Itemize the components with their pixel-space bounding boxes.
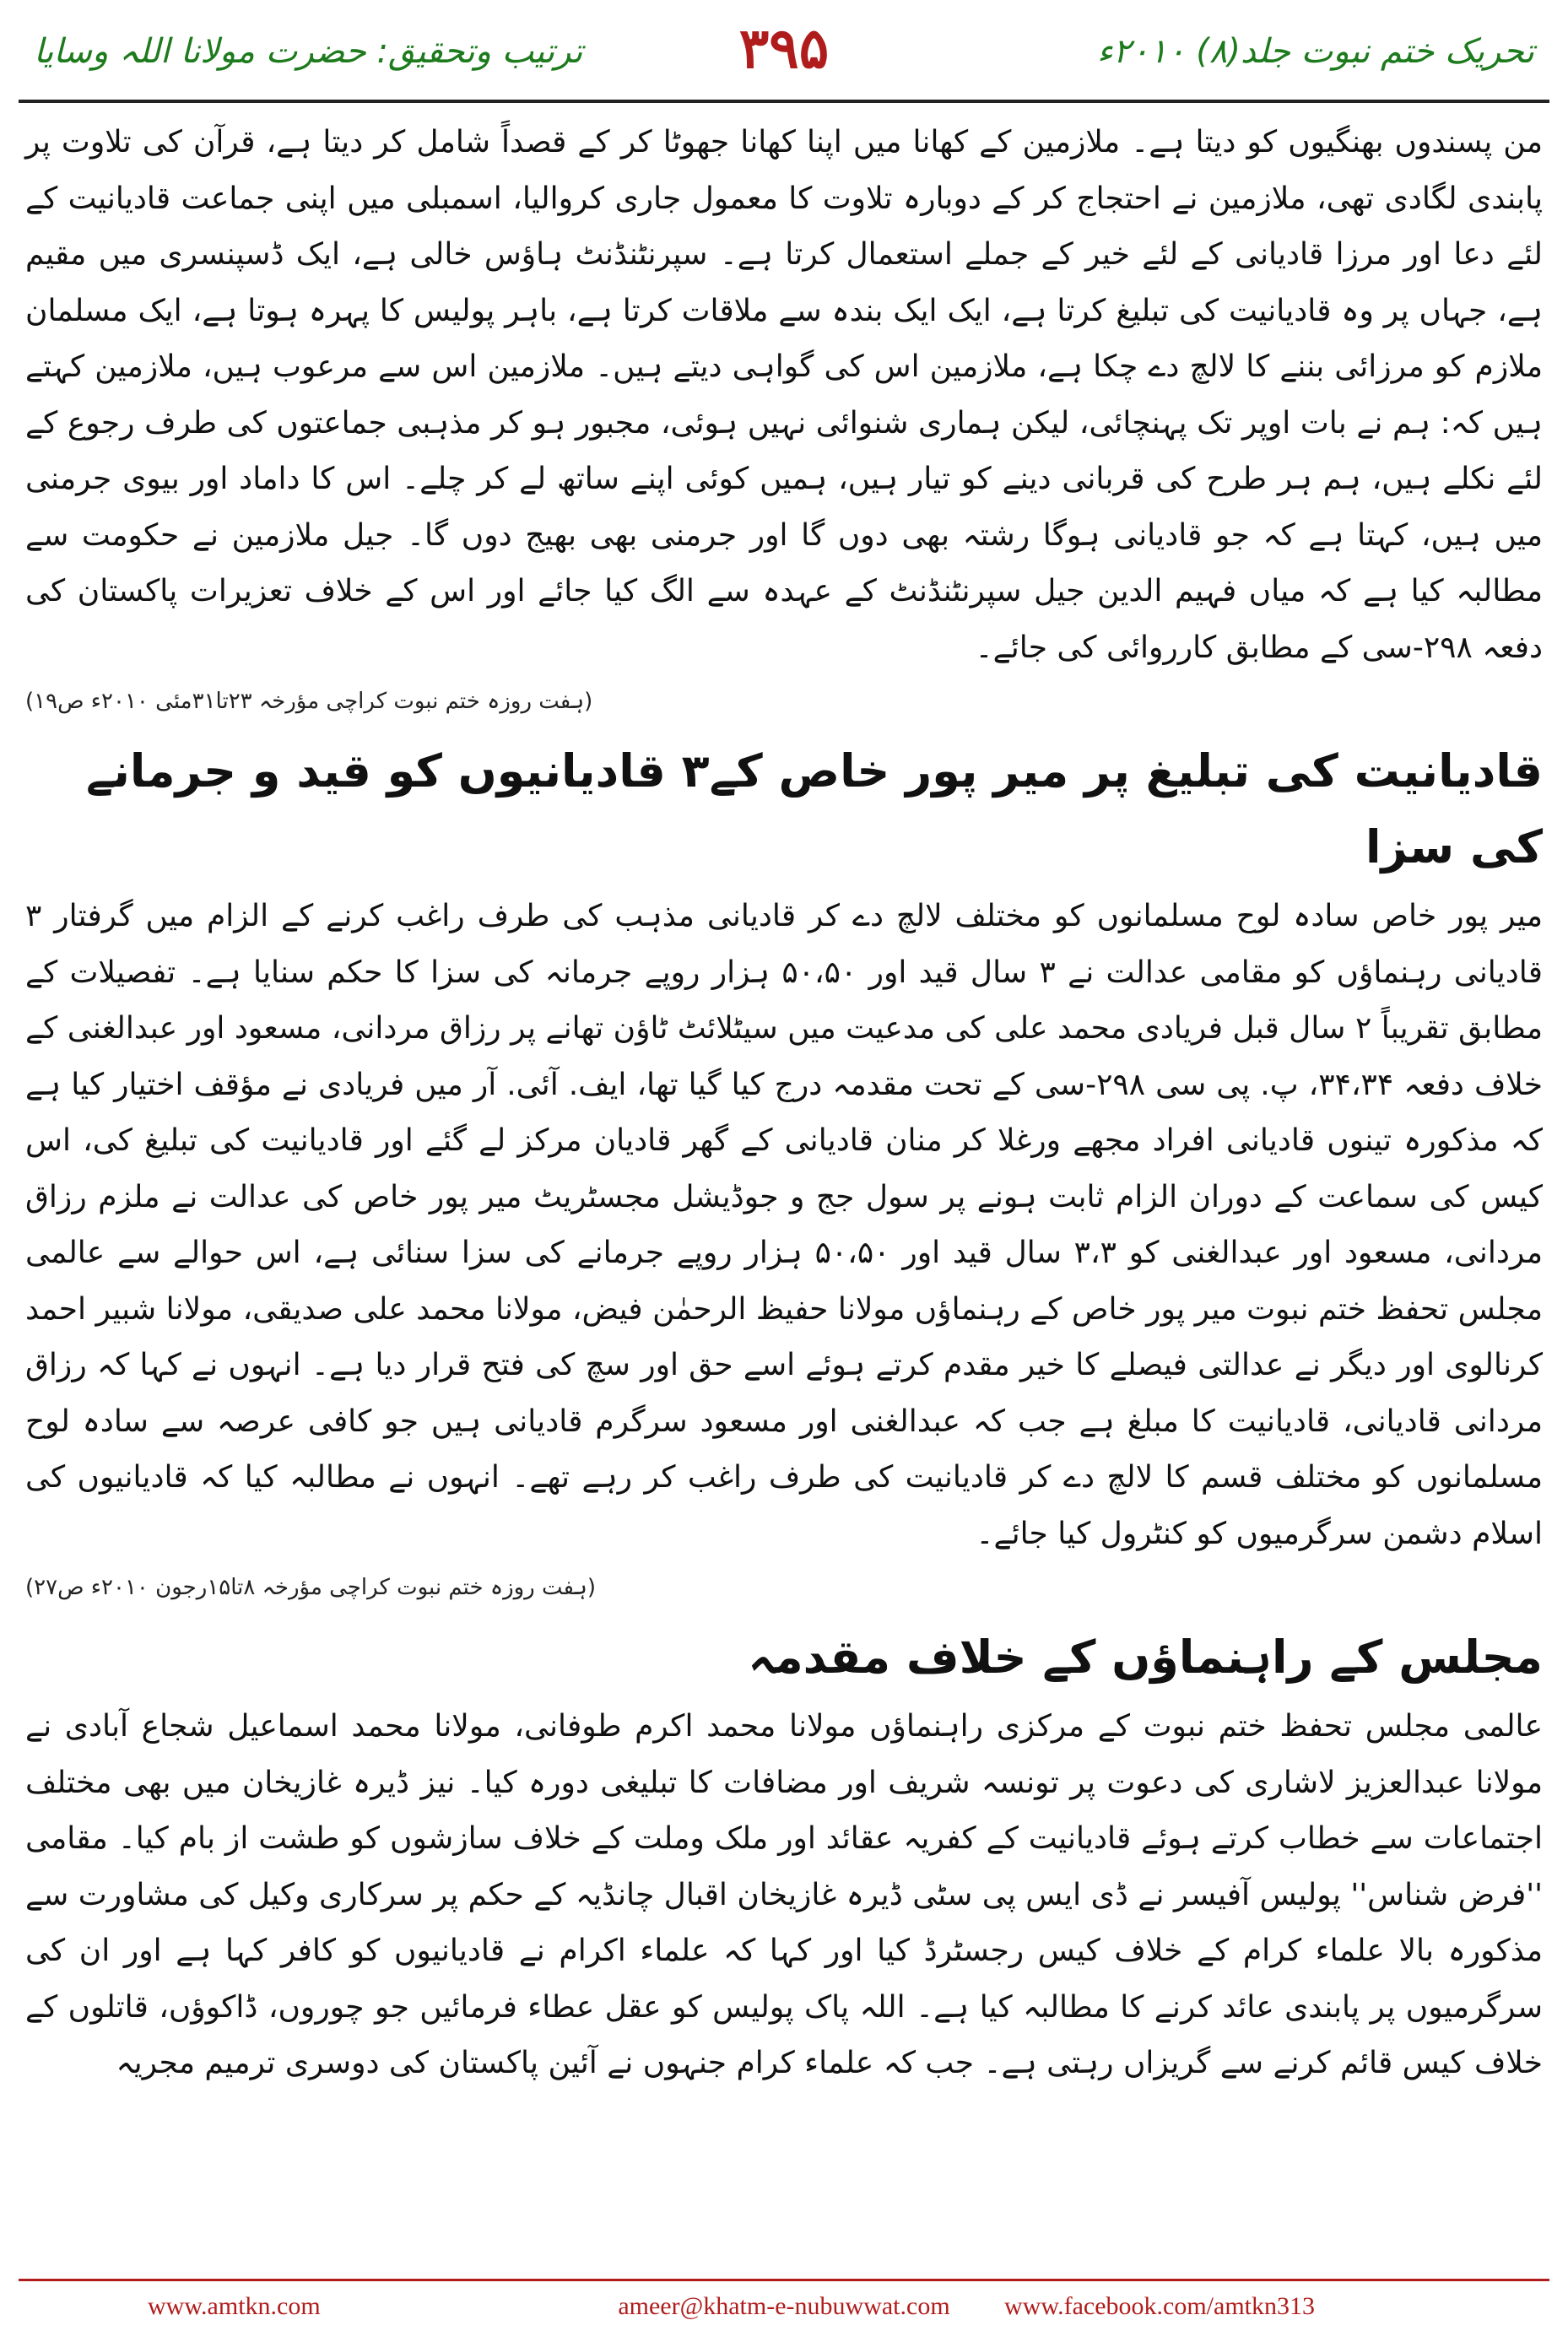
page-footer [0,2289,1568,2331]
footer-website-link[interactable]: www.amtkn.com [148,2292,321,2320]
page-body [25,115,1543,2092]
article2-heading: قادیانیت کی تبلیغ پر میر پور خاص کے۳ قادیانیوں کو قید و جرمانے کی سزا [85,744,1543,874]
article1-paragraph: من پسندوں بھنگیوں کو دیتا ہے۔ ملازمین کے کھانا میں اپنا کھانا جھوٹا کر کے قصداً شامل کر دیتا ہے، قرآن کی تلاوت پر پابندی لگادی تھی، ملازمین نے احتجاج کر کے دوبارہ تلاوت کا معمول جاری کروالیا، اسمبلی میں اپنی جماعت قادیانیت کے لئے دعا اور مرزا قادیانی کے لئے خیر کے جملے استعمال کرتا ہے۔ سپرنٹنڈنٹ ہاؤس خالی ہے، ایک ڈسپنسری میں مقیم ہے، جہاں پر وہ قادیانیت کی تبلیغ کرتا ہے، ایک ایک بندہ سے ملاقات کرتا ہے، باہر پولیس کا پہرہ ہوتا ہے، ایک مسلمان ملازم کو مرزائی بننے کا لالچ دے چکا ہے، ملازمین اس کی گواہی دیتے ہیں۔ ملازمین اس سے مرعوب ہیں، ملازمین کہتے ہیں کہ: ہم نے بات اوپر تک پہنچائی، لیکن ہماری شنوائی نہیں ہوئی، مجبور ہو کر مذہبی جماعتوں کی طرف رجوع کے لئے نکلے ہیں، ہم ہر طرح کی قربانی دینے کو تیار ہیں، ہمیں کوئی اپنے ساتھ لے کر چلے۔ اس کا داماد اور بیوی جرمنی میں ہیں، کہتا ہے کہ جو قادیانی ہوگا رشتہ بھی دوں گا اور جرمنی بھی بھیج دوں گا۔ جیل ملازمین نے حکومت سے مطالبہ کیا ہے کہ میاں فہیم الدین جیل سپرنٹنڈنٹ کے عہدہ سے الگ کیا جائے اور اس کے خلاف تعزیرات پاکستان کی دفعہ ۲۹۸-سی کے مطابق کارروائی کی جائے۔ [25,125,1543,665]
footer-facebook-link[interactable]: www.facebook.com/amtkn313 [1004,2292,1315,2320]
header-divider [19,100,1549,103]
article2-paragraph: میر پور خاص سادہ لوح مسلمانوں کو مختلف لالچ دے کر قادیانی مذہب کی طرف راغب کرنے کے الزام میں گرفتار ۳ قادیانی رہنماؤں کو مقامی عدالت نے ۳ سال قید اور ۵۰،۵۰ ہزار روپے جرمانہ کی سزا کا حکم سنایا ہے۔ تفصیلات کے مطابق تقریباً ۲ سال قبل فریادی محمد علی کی مدعیت میں سیٹلائٹ ٹاؤن تھانے پر رزاق مردانی، مسعود اور عبدالغنی کے خلاف دفعہ ۳۴،۳۴، پ. پی سی ۲۹۸-سی کے تحت مقدمہ درج کیا گیا تھا، ایف. آئی. آر میں فریادی نے مؤقف اختیار کیا ہے کہ مذکورہ تینوں قادیانی افراد مجھے ورغلا کر منان قادیانی کے گھر قادیان مرکز لے گئے اور قادیانیت کی تبلیغ کی، اس کیس کی سماعت کے دوران الزام ثابت ہونے پر سول جج و جوڈیشل مجسٹریٹ میر پور خاص کی عدالت نے ملزم رزاق مردانی، مسعود اور عبدالغنی کو ۳،۳ سال قید اور ۵۰،۵۰ ہزار روپے جرمانے کی سزا سنائی ہے، اس حوالے سے عالمی مجلس تحفظ ختم نبوت میر پور خاص کے رہنماؤں مولانا حفیظ الرحمٰن فیض، مولانا محمد علی صدیقی، مولانا شبیر احمد کرنالوی اور دیگر نے عدالتی فیصلے کا خیر مقدم کرتے ہوئے اسے حق اور سچ کی فتح قرار دیا ہے۔ انہوں نے کہا کہ رزاق مردانی قادیانی، قادیانیت کا مبلغ ہے جب کہ عبدالغنی اور مسعود سرگرم قادیانی ہیں جو کافی عرصہ سے سادہ لوح مسلمانوں کو مختلف قسم کا لالچ دے کر قادیانیت کی طرف راغب کر رہے تھے۔ انہوں نے مطالبہ کیا کہ قادیانیوں کی اسلام دشمن سرگرمیوں کو کنٹرول کیا جائے۔ [25,899,1544,1551]
compiler-credit: ترتیب وتحقیق: حضرت مولانا اللہ وسایا [34,32,583,71]
article1-source: (ہفت روزہ ختم نبوت کراچی مؤرخہ ۲۳تا۳۱مئی ۲۰۱۰ء ص۱۹) [25,689,593,714]
footer-divider [19,2279,1549,2281]
page-header [0,0,1568,103]
series-title: تحریک ختم نبوت جلد(۸) ۲۰۱۰ء [1096,32,1534,71]
article2-source: (ہفت روزہ ختم نبوت کراچی مؤرخہ ۸تا۱۵رجون ۲۰۱۰ء ص۲۷) [25,1575,597,1600]
page-number: ۳۹۵ [738,15,830,81]
footer-email-link[interactable]: ameer@khatm-e-nubuwwat.com [618,2292,950,2320]
article3-paragraph: عالمی مجلس تحفظ ختم نبوت کے مرکزی راہنماؤں مولانا محمد اکرم طوفانی، مولانا محمد اسماعیل شجاع آبادی نے مولانا عبدالعزیز لاشاری کی دعوت پر تونسہ شریف اور مضافات کا تبلیغی دورہ کیا۔ نیز ڈیرہ غازیخان میں بھی مختلف اجتماعات سے خطاب کرتے ہوئے قادیانیت کے کفریہ عقائد اور ملک وملت کے خلاف سازشوں کو طشت از بام کیا۔ مقامی ''فرض شناس'' پولیس آفیسر نے ڈی ایس پی سٹی ڈیرہ غازیخان اقبال چانڈیہ کے حکم پر سرکاری وکیل کی مشاورت سے مذکورہ بالا علماء کرام کے خلاف کیس رجسٹرڈ کیا اور کہا کہ علماء اکرام نے قادیانیوں کو کافر کہا ہے اور ان کی سرگرمیوں پر پابندی عائد کرنے کا مطالبہ کیا ہے۔ اللہ پاک پولیس کو عقل عطاء فرمائیں جو چوروں، ڈاکوؤں، قاتلوں کے خلاف کیس قائم کرنے سے گریزاں رہتی ہے۔ جب کہ علماء کرام جنہوں نے آئین پاکستان کی دوسری ترمیم مجریہ [25,1709,1543,2080]
article3-heading: مجلس کے راہنماؤں کے خلاف مقدمہ [748,1631,1543,1684]
